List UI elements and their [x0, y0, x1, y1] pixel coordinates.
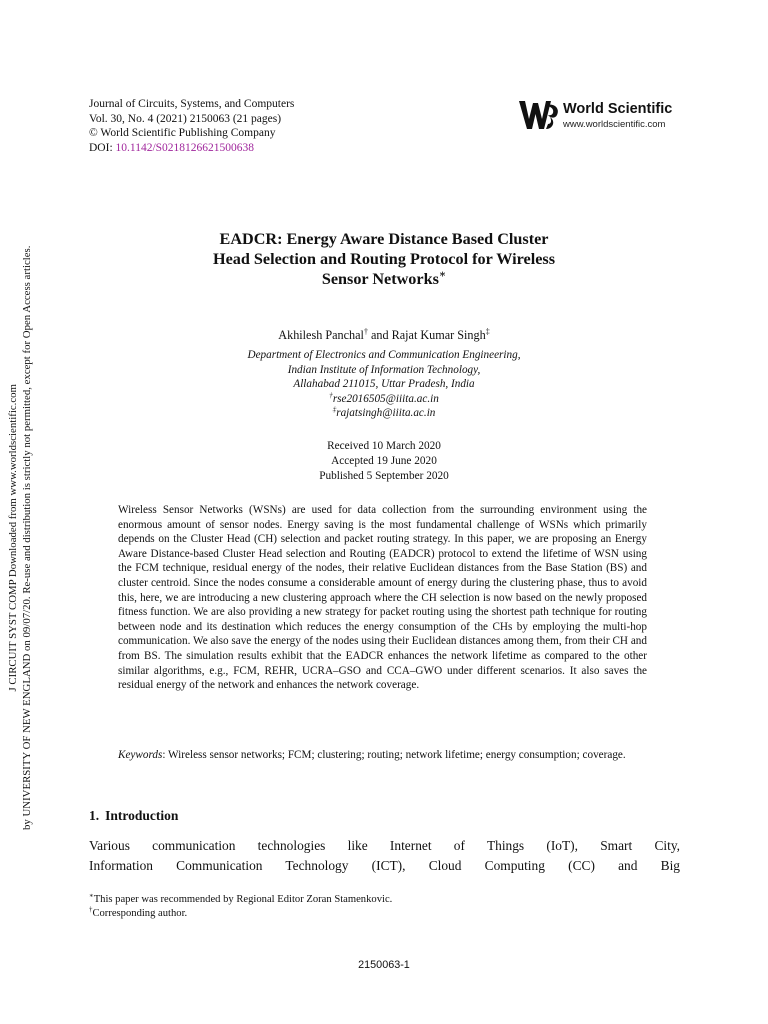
- title-footnote-mark: ∗: [438, 269, 447, 281]
- copyright-line: © World Scientific Publishing Company: [89, 127, 276, 140]
- affiliation-institute: Indian Institute of Information Technology,: [287, 363, 481, 376]
- author-email[interactable]: †rse2016505@iiita.ac.in: [329, 390, 439, 405]
- title-line-3: Sensor Networks∗: [321, 269, 447, 288]
- affiliation-city: Allahabad 211015, Uttar Pradesh, India: [293, 378, 475, 390]
- volume-line: Vol. 30, No. 4 (2021) 2150063 (21 pages): [89, 112, 282, 125]
- author-list: [90, 328, 678, 343]
- keywords: [118, 748, 647, 763]
- published-date: Published 5 September 2020: [319, 470, 449, 482]
- intro-paragraph: [89, 836, 680, 875]
- page-number: 2150063-1: [358, 959, 410, 971]
- affiliation-dept: Department of Electronics and Communication Engineering,: [247, 349, 521, 361]
- keywords-label: Keywords: [118, 749, 163, 761]
- author-joiner: and: [367, 328, 392, 342]
- intro-line-1: Various communication technologies like Internet of Things (IoT), Smart City,: [89, 838, 680, 853]
- author-name: Akhilesh Panchal: [278, 328, 364, 342]
- world-scientific-logo-icon: [517, 97, 561, 133]
- abstract: Wireless Sensor Networks (WSNs) are used for data collection from the surrounding environment using the enormous amount of sensor nodes. Energy saving is the most fundamental challenge of WSNs which primarily depends on the Cluster Head (CH) selection and packet routing strategy. In this paper, we are proposing an Energy Aware Distance-based Cluster Head selection and Routing (EADCR) protocol to extend the lifetime of WSN using the FCM technique, residual energy of the nodes, their relative Euclidean distances from the Base Station (BS) and cluster centroid. Since the nodes consume a considerable amount of energy during the clustering phase, thus to avoid this, here, we are introducing a new clustering approach where the CH selection is now based on the newly proposed fitness function. We are also providing a new strategy for packet routing using the shortest path technique for routing between node and its destination which reduces the energy consumption of the CHs by employing the multi-hop communication. We also save the energy of the nodes using their Euclidean distances among them, from their CH and from BS. The simulation results exhibit that the EADCR enhances the network lifetime as compared to the other similar algorithms, e.g., FCM, REHR, UCRA–GSO and CCA–GWO under different scenarios. It also saves the residual energy of the network and enhances the network coverage.: [118, 504, 647, 692]
- doi-label: DOI:: [89, 141, 113, 154]
- journal-info: [89, 97, 294, 155]
- footnote: ∗This paper was recommended by Regional Editor Zoran Stamenkovic.: [89, 892, 393, 905]
- author-mark: ‡: [485, 326, 490, 336]
- doi-link[interactable]: 10.1142/S0218126621500638: [115, 141, 255, 154]
- title-line-2: Head Selection and Routing Protocol for Wireless: [212, 250, 556, 268]
- intro-line-2: Information Communication Technology (ICT), Cloud Computing (CC) and Big: [89, 857, 680, 873]
- accepted-date: Accepted 19 June 2020: [331, 455, 437, 467]
- download-side-note: [7, 246, 34, 830]
- author-email[interactable]: ‡rajatsingh@iiita.ac.in: [332, 405, 436, 419]
- title-line-1: EADCR: Energy Aware Distance Based Cluster: [219, 230, 549, 248]
- section-title: Introduction: [105, 808, 179, 823]
- side-note-line-1: J CIRCUIT SYST COMP Downloaded from www.worldscientific.com: [7, 384, 19, 692]
- footnote: †Corresponding author.: [89, 906, 188, 919]
- publisher-name: World Scientific: [563, 101, 673, 117]
- doi-line: [89, 141, 294, 156]
- side-note-line-2: by UNIVERSITY OF NEW ENGLAND on 09/07/20. Re-use and distribution is strictly not permitted, except for Open Access articles.: [20, 245, 33, 830]
- author-name: Rajat Kumar Singh: [391, 328, 486, 342]
- footnotes: [89, 893, 392, 921]
- publisher-url[interactable]: www.worldscientific.com: [563, 119, 666, 130]
- journal-name: Journal of Circuits, Systems, and Computers: [89, 98, 295, 110]
- section-number: 1.: [89, 808, 100, 823]
- section-heading: [89, 808, 178, 824]
- publication-dates: [90, 439, 678, 484]
- keywords-text: : Wireless sensor networks; FCM; clustering; routing; network lifetime; energy consumption; coverage.: [162, 749, 626, 761]
- publisher-logo: [517, 97, 687, 133]
- paper-title: [90, 229, 678, 289]
- author-mark: †: [363, 326, 368, 336]
- affiliation: [90, 348, 678, 421]
- received-date: Received 10 March 2020: [327, 440, 441, 452]
